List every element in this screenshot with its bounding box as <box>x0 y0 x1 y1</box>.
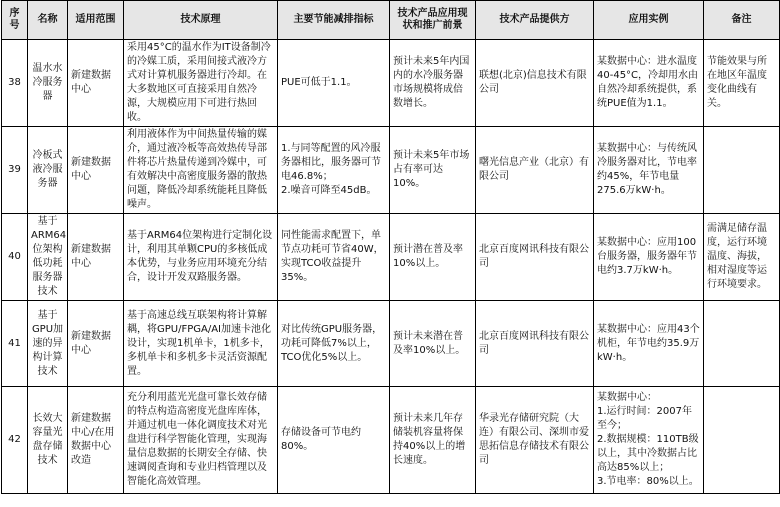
row-example: 某数据中心：应用43个机柜，年节电约35.9万kW·h。 <box>594 301 704 387</box>
row-indicator: 对比传统GPU服务器，功耗可降低7%以上，TCO优化5%以上。 <box>278 301 390 387</box>
table-row <box>2 387 780 494</box>
row-remark: 节能效果与所在地区年温度变化曲线有关。 <box>704 40 780 127</box>
row-example: 某数据中心： 1.运行时间：2007年至今； 2.数据规模：110TB级以上，其中冷数据占比高达85%以上； 3.节电率：80%以上。 <box>594 387 704 494</box>
row-indicator: 1.与同等配置的风冷服务器相比，服务器可节电46.8%； 2.噪音可降至45dB。 <box>278 127 390 214</box>
row-prospect: 预计未来5年内国内的水冷服务器市场规模将成倍数增长。 <box>390 40 476 127</box>
row-no: 41 <box>2 301 28 387</box>
row-no: 39 <box>2 127 28 214</box>
header-indicator: 主要节能减排指标 <box>278 1 390 40</box>
row-prospect: 预计未来潜在普及率10%以上。 <box>390 301 476 387</box>
row-no: 38 <box>2 40 28 127</box>
row-name: 基于GPU加速的异构计算技术 <box>28 301 68 387</box>
row-principle: 基于高速总线互联架构将计算解耦，将GPU/FPGA/AI加速卡池化设计，实现1机单卡，1机多卡，多机单卡和多机多卡灵活资源配置。 <box>124 301 278 387</box>
row-no: 40 <box>2 214 28 301</box>
table-row <box>2 214 780 301</box>
row-prospect: 预计未来5年市场占有率可达10%。 <box>390 127 476 214</box>
header-remark: 备注 <box>704 1 780 40</box>
row-name: 温水水冷服务器 <box>28 40 68 127</box>
row-prospect: 预计潜在普及率10%以上。 <box>390 214 476 301</box>
header-example: 应用实例 <box>594 1 704 40</box>
header-principle: 技术原理 <box>124 1 278 40</box>
row-indicator: PUE可低于1.1。 <box>278 40 390 127</box>
header-name: 名称 <box>28 1 68 40</box>
row-scope: 新建数据中心 <box>68 40 124 127</box>
table-row <box>2 40 780 127</box>
row-provider: 北京百度网讯科技有限公司 <box>476 301 594 387</box>
row-principle: 采用45°C的温水作为IT设备制冷的冷媒工质，采用间接式液冷方式对计算机服务器进行冷却。在大多数地区可直接采用自然冷源，大规模应用下可进行热回收。 <box>124 40 278 127</box>
header-provider: 技术产品提供方 <box>476 1 594 40</box>
table-row <box>2 127 780 214</box>
row-indicator: 存储设备可节电约80%。 <box>278 387 390 494</box>
row-indicator: 同性能需求配置下，单节点功耗可节省40W，实现TCO收益提升35%。 <box>278 214 390 301</box>
row-name: 冷板式液冷服务器 <box>28 127 68 214</box>
row-scope: 新建数据中心/在用数据中心改造 <box>68 387 124 494</box>
row-provider: 北京百度网讯科技有限公司 <box>476 214 594 301</box>
row-provider: 曙光信息产业（北京）有限公司 <box>476 127 594 214</box>
row-scope: 新建数据中心 <box>68 301 124 387</box>
row-example: 某数据中心：进水温度40-45°C，冷却用水由自然冷却系统提供，系统PUE值为1.1。 <box>594 40 704 127</box>
row-remark <box>704 301 780 387</box>
row-principle: 基于ARM64位架构进行定制化设计，利用其单颗CPU的多核低成本优势，与业务应用环境充分结合，设计开发双路服务器。 <box>124 214 278 301</box>
header-prospect: 技术产品应用现状和推广前景 <box>390 1 476 40</box>
row-example: 某数据中心：应用100台服务器，服务器年节电约3.7万kW·h。 <box>594 214 704 301</box>
row-name: 长效大容量光盘存储技术 <box>28 387 68 494</box>
row-name: 基于ARM64位架构低功耗服务器技术 <box>28 214 68 301</box>
table-row <box>2 301 780 387</box>
header-row <box>2 1 780 40</box>
row-no: 42 <box>2 387 28 494</box>
row-prospect: 预计未来几年存储装机容量将保持40%以上的增长速度。 <box>390 387 476 494</box>
row-scope: 新建数据中心 <box>68 214 124 301</box>
row-provider: 联想(北京)信息技术有限公司 <box>476 40 594 127</box>
row-remark <box>704 387 780 494</box>
row-principle: 利用液体作为中间热量传输的媒介，通过液冷板等高效热传导部件将芯片热量传递到冷媒中，可有效解决中高密度服务器的散热问题，降低冷却系统能耗且降低噪声。 <box>124 127 278 214</box>
energy-tech-table <box>1 0 780 494</box>
row-scope: 新建数据中心 <box>68 127 124 214</box>
row-remark: 需满足储存温度，运行环境温度、海拔，相对湿度等运行环境要求。 <box>704 214 780 301</box>
row-principle: 充分利用蓝光光盘可靠长效存储的特点构造高密度光盘库库体，并通过机电一体化调度技术对光盘进行科学智能化管理，实现海量信息数据的长期安全存储、快速调阅查询和专业归档管理以及智能化高效管理。 <box>124 387 278 494</box>
row-example: 某数据中心：与传统风冷服务器对比，节电率约45%，年节电量275.6万kW·h。 <box>594 127 704 214</box>
header-scope: 适用范围 <box>68 1 124 40</box>
header-no: 序号 <box>2 1 28 40</box>
row-provider: 华录光存储研究院（大连）有限公司、深圳市爱思拓信息存储技术有限公司 <box>476 387 594 494</box>
row-remark <box>704 127 780 214</box>
